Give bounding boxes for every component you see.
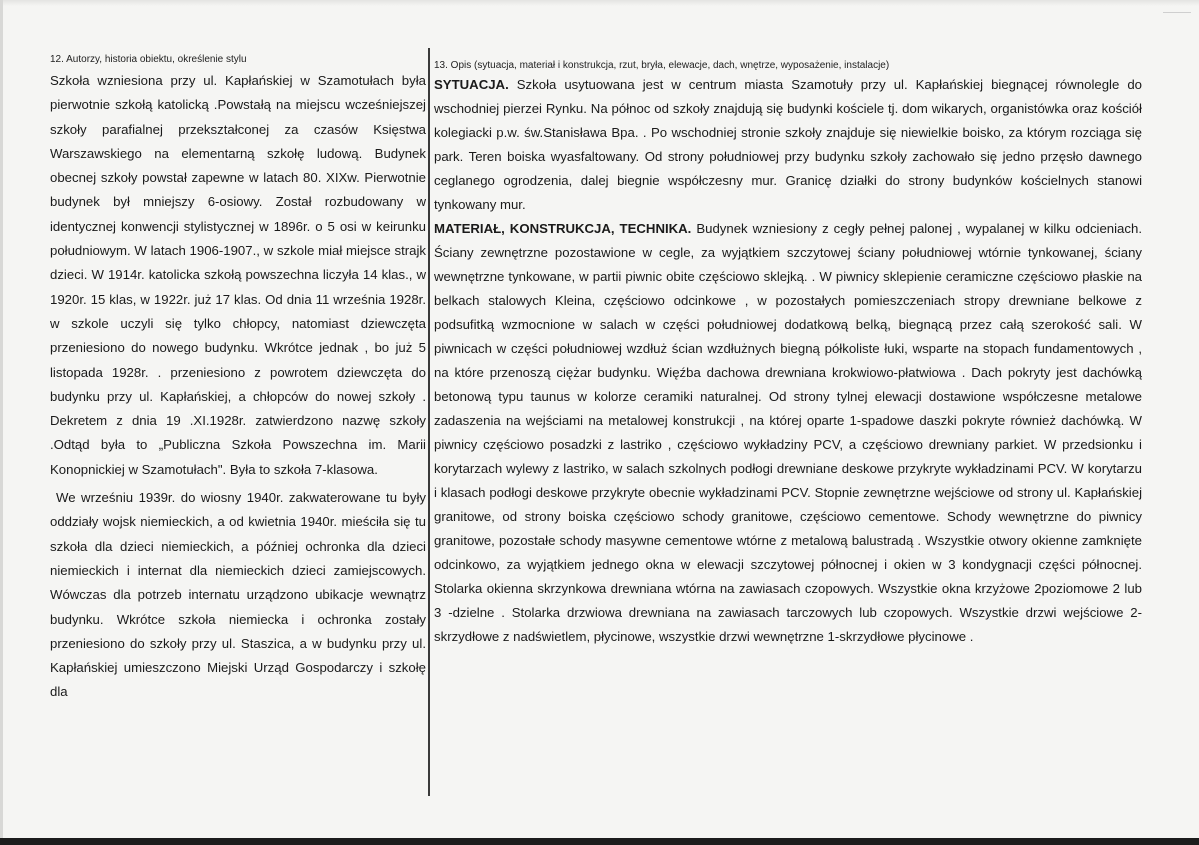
- scan-left-edge: [0, 0, 3, 845]
- description-column: [434, 60, 1142, 649]
- situation-paragraph: [434, 73, 1142, 217]
- description-heading: 13. Opis (sytuacja, materiał i konstrukcja, rzut, bryła, elewacje, dach, wnętrze, wyposażenie, instalacje): [434, 60, 890, 71]
- history-paragraph-1: Szkoła wzniesiona przy ul. Kapłańskiej w Szamotułach była pierwotnie szkołą katolicką .Powstałą na miejscu wcześniejszej szkoły parafialnej przekształconej za czasów Księstwa Warszawskiego na elementarną szkołę ludową. Budynek obecnej szkoły powstał zapewne w latach 80. XIXw. Pierwotnie budynek był mniejszy 6-osiowy. Został rozbudowany w identycznej konwencji stylistycznej w 1896r. o 5 osi w keirunku południowym. W latach 1906-1907., w szkole miał miejsce strajk dzieci. W 1914r. katolicka szkołą powszechna liczyła 14 klas., w 1920r. 15 klas, w 1922r. już 17 klas. Od dnia 11 września 1928r. w szkole uczyli się tylko chłopcy, natomiast dziewczęta przeniesiono do nowego budynku. Wkrótce jednak , bo już 5 listopada 1928r. . przeniesiono z powrotem dziewczęta do budynku przy ul. Kapłańskiej, a chłopców do nowej szkoły . Dekretem z dnia 19 .XI.1928r. zatwierdzono nazwę szkoły .Odtąd była to „Publiczna Szkoła Powszechna im. Marii Konopnickiej w Szamotułach". Była to szkoła 7-klasowa.: [50, 73, 426, 477]
- column-divider: [428, 48, 430, 796]
- history-paragraph-2: We wrześniu 1939r. do wiosny 1940r. zakwaterowane tu były oddziały wojsk niemieckich, a od kwietnia 1940r. mieściła się tu szkoła dla dzieci niemieckich, a później ochronka dla dzieci niemieckich i internat dla niemieckich dzieci zamiejscowych. Wówczas dla potrzeb internatu urządzono ubikacje wewnątrz budynku. Wkrótce szkoła niemiecka i ochronka zostały przeniesiono do szkoły przy ul. Staszica, a w budynku przy ul. Kapłańskiej umieszczono Miejski Urząd Gospodarczy i szkołę dla: [50, 490, 426, 700]
- scan-top-edge: [0, 0, 1199, 6]
- scan-bottom-edge: [0, 838, 1199, 845]
- situation-text: Szkoła usytuowana jest w centrum miasta Szamotuły przy ul. Kapłańskiej biegnącej równolegle do wschodniej pierzei Rynku. Na północ od szkoły znajdują się budynki kościele tj. dom wikarych, organistówka oraz kościół kolegiacki p.w. św.Stanisława Bpa. . Po wschodniej stronie szkoły znajduje się niewielkie boisko, za którym rozciąga się park. Teren boiska wyasfaltowany. Od strony południowej przy budynku szkoły zachowało się jedno przęsło dawnego ceglanego ogrodzenia, dalej biegnie współczesny mur. Granicę działki do strony budynków kościelnych stanowi tynkowany mur.: [434, 77, 1142, 212]
- history-heading: 12. Autorzy, historia obiektu, określenie stylu: [50, 54, 247, 65]
- scan-corner-mark: [1163, 12, 1191, 13]
- history-column: [50, 54, 426, 705]
- situation-lead: SYTUACJA.: [434, 77, 509, 92]
- material-text: Budynek wzniesiony z cegły pełnej palonej , wypalanej w kilku odcieniach. Ściany zewnętrzne pozostawione w cegle, za wyjątkiem szczytowej ściany południowej wtórnie tynkowanej, ściany wewnętrzne tynkowane, w partii piwnic obite częściowo sklejką. . W piwnicy sklepienie ceramiczne częściowo płaskie na belkach stalowych Kleina, częściowo odcinkowe , w pozostałych pomieszczeniach stropy drewniane belkowe z podsufitką wzmocnione w salach w części południowej dodatkową belką, biegnącą przez całą szerokość sali. W piwnicach w części południowej wzdłuż ścian wzdłużnych biegną półkoliste łuki, wsparte na stopach fundamentowych , na które przenoszą ciężar budynku. Więźba dachowa drewniana krokwiowo-płatwiowa . Dach pokryty jest dachówką betonową typu taunus w kolorze ceramiki naturalnej. Od strony tylnej elewacji dostawione współczesne metalowe zadaszenia na wejściami na metalowej konstrukcji , na której oparte 1-spadowe daszki pokryte również dachówką. W piwnicy częściowo posadzki z lastriko , częściowo wykładziny PCV, a częściowo drewniany parkiet. W przedsionku i korytarzach wylewy z lastriko, w salach szkolnych podłogi drewniane deskowe przykryte wykładzinami PCV. W korytarzu i klasach podłogi deskowe przykryte obecnie wykładzinami PCV. Stopnie zewnętrzne wejściowe od strony ul. Kapłańskiej granitowe, od strony boiska częściowo schody granitowe, częściowo cementowe. Schody wewnętrzne do piwnicy granitowe, pozostałe schody masywne cementowe wtórne z metalową balustradą . Wszystkie otwory okienne zamknięte odcinkowo, za wyjątkiem jednego okna w elewacji szczytowej północnej i okien w 3 kondygnacji części północnej. Stolarka okienna skrzynkowa drewniana wtórna na zawiasach czopowych. Wszystkie okna krzyżowe 2poziomowe 2 lub 3 -dzielne . Stolarka drzwiowa drewniana na zawiasach tarczowych lub czopowych. Wszystkie drzwi wejściowe 2-skrzydłowe z nadświetlem, płycinowe, wszystkie drzwi wewnętrzne 1-skrzydłowe płycinowe .: [434, 221, 1142, 644]
- material-lead: MATERIAŁ, KONSTRUKCJA, TECHNIKA.: [434, 221, 692, 236]
- material-paragraph: [434, 217, 1142, 649]
